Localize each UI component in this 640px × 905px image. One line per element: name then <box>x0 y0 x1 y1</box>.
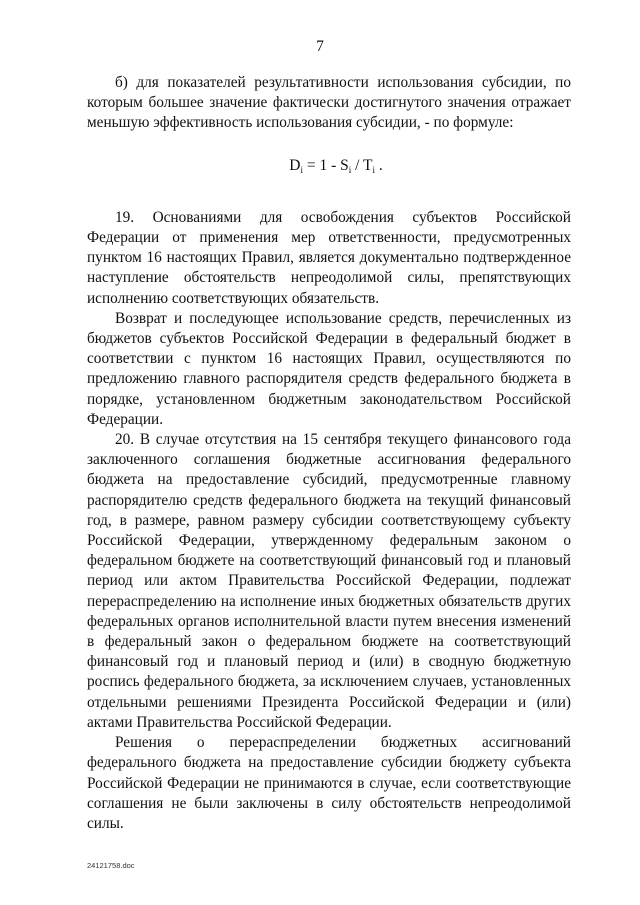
paragraph-return-of-funds: Возврат и последующее использование средств, перечисленных из бюджетов субъектов Российской Федерации в федеральный бюджет в соответствии с пунктом 16 настоящих Правил, осуществляются по предложению главного распорядителя средств федерального бюджета в порядке, установленном бюджетным законодательством Российской Федерации. <box>87 309 571 428</box>
document-body <box>87 73 571 834</box>
formula-d: D <box>289 156 301 174</box>
formula-t-subscript: i <box>372 164 376 175</box>
formula-s: S <box>340 156 349 174</box>
formula-d-subscript: i <box>300 164 303 175</box>
page-number: 7 <box>316 38 324 55</box>
formula-slash: / <box>351 156 364 174</box>
formula-end: . <box>375 156 383 174</box>
footer-filename: 24121758.doc <box>87 861 135 870</box>
formula <box>87 156 571 180</box>
paragraph-decisions: Решения о перераспределении бюджетных ассигнований федерального бюджета на предоставление субсидии бюджету субъекта Российской Федерации не принимаются в случае, если соответствующие соглашения не были заключены в силу обстоятельств непреодолимой силы. <box>87 734 571 832</box>
paragraph-20: 20. В случае отсутствия на 15 сентября текущего финансового года заключенного соглашения бюджетные ассигнования федерального бюджета на предоставление субсидий, предусмотренные главному распорядителю средств федерального бюджета на текущий финансовый год, в размере, равном размеру субсидии соответствующему субъекту Российской Федерации, утвержденному федеральным законом о федеральном бюджете на соответствующий финансовый год и плановый период или актом Правительства Российской Федерации, подлежат перераспределению на исполнение иных бюджетных обязательств других федеральных органов исполнительной власти путем внесения изменений в федеральный закон о федеральном бюджете на соответствующий финансовый год и плановый период и (или) в сводную бюджетную роспись федерального бюджета, за исключением случаев, установленных отдельными решениями Президента Российской Федерации и (или) актами Правительства Российской Федерации. <box>87 431 571 731</box>
formula-t: T <box>363 156 373 174</box>
paragraph-19: 19. Основаниями для освобождения субъектов Российской Федерации от применения мер ответственности, предусмотренных пунктом 16 настоящих Правил, является документально подтвержденное наступление обстоятельств непреодолимой силы, препятствующих исполнению соответствующих обязательств. <box>87 208 571 307</box>
formula-operator: = 1 - <box>302 156 341 174</box>
formula-s-subscript: i <box>348 164 352 175</box>
paragraph-b: б) для показателей результативности использования субсидии, по которым большее значение фактически достигнутого значения отражает меньшую эффективность использования субсидии, - по формуле: <box>87 74 571 132</box>
